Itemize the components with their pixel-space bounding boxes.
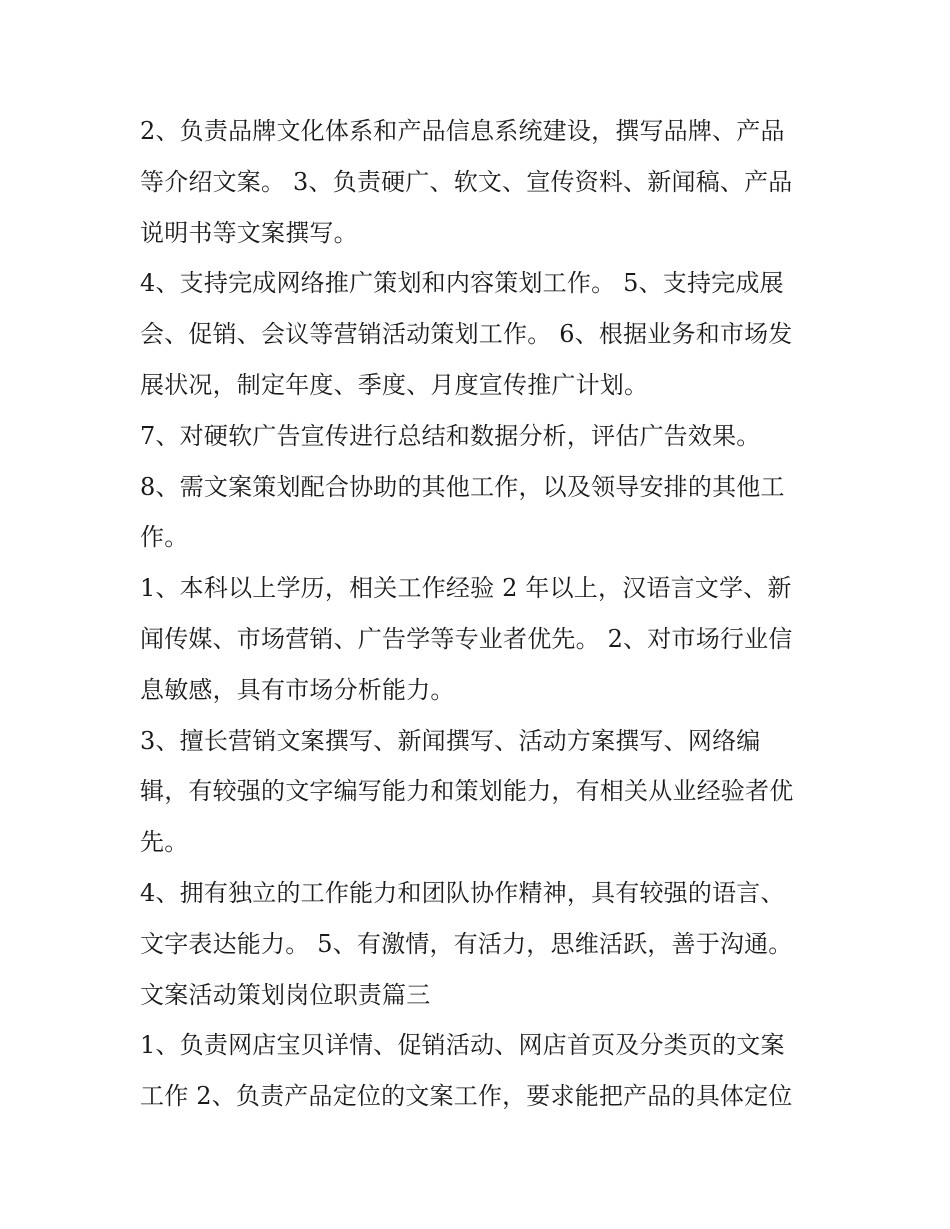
text-line: 4、支持完成网络推广策划和内容策划工作。 5、支持完成展 [140,269,784,298]
text-line: 先。 [140,828,189,857]
text-line: 1、本科以上学历，相关工作经验 2 年以上，汉语言文学、新 [140,574,792,603]
text-line: 辑，有较强的文字编写能力和策划能力，有相关从业经验者优 [140,777,794,806]
section-heading: 文案活动策划岗位职责篇三 [140,980,431,1009]
document-body [140,106,820,1122]
text-line: 息敏感，具有市场分析能力。 [140,675,455,704]
text-line: 说明书等文案撰写。 [140,218,358,247]
text-line: 8、需文案策划配合协助的其他工作，以及领导安排的其他工 [140,472,785,501]
text-line: 7、对硬软广告宣传进行总结和数据分析，评估广告效果。 [140,421,761,450]
text-line: 1、负责网店宝贝详情、促销活动、网店首页及分类页的文案 [140,1031,785,1060]
text-line: 等介绍文案。 3、负责硬广、软文、宣传资料、新闻稿、产品 [140,167,793,196]
text-line: 工作 2、负责产品定位的文案工作，要求能把产品的具体定位 [140,1082,793,1111]
text-line: 展状况，制定年度、季度、月度宣传推广计划。 [140,370,649,399]
text-line: 文字表达能力。 5、有激情，有活力，思维活跃，善于沟通。 [140,929,793,958]
text-line: 3、擅长营销文案撰写、新闻撰写、活动方案撰写、网络编 [140,726,761,755]
text-line: 作。 [140,523,189,552]
text-line: 2、负责品牌文化体系和产品信息系统建设，撰写品牌、产品 [140,117,785,145]
text-line: 闻传媒、市场营销、广告学等专业者优先。 2、对市场行业信 [140,624,793,653]
text-line: 会、促销、会议等营销活动策划工作。 6、根据业务和市场发 [140,320,793,349]
text-line: 4、拥有独立的工作能力和团队协作精神，具有较强的语言、 [140,878,785,907]
